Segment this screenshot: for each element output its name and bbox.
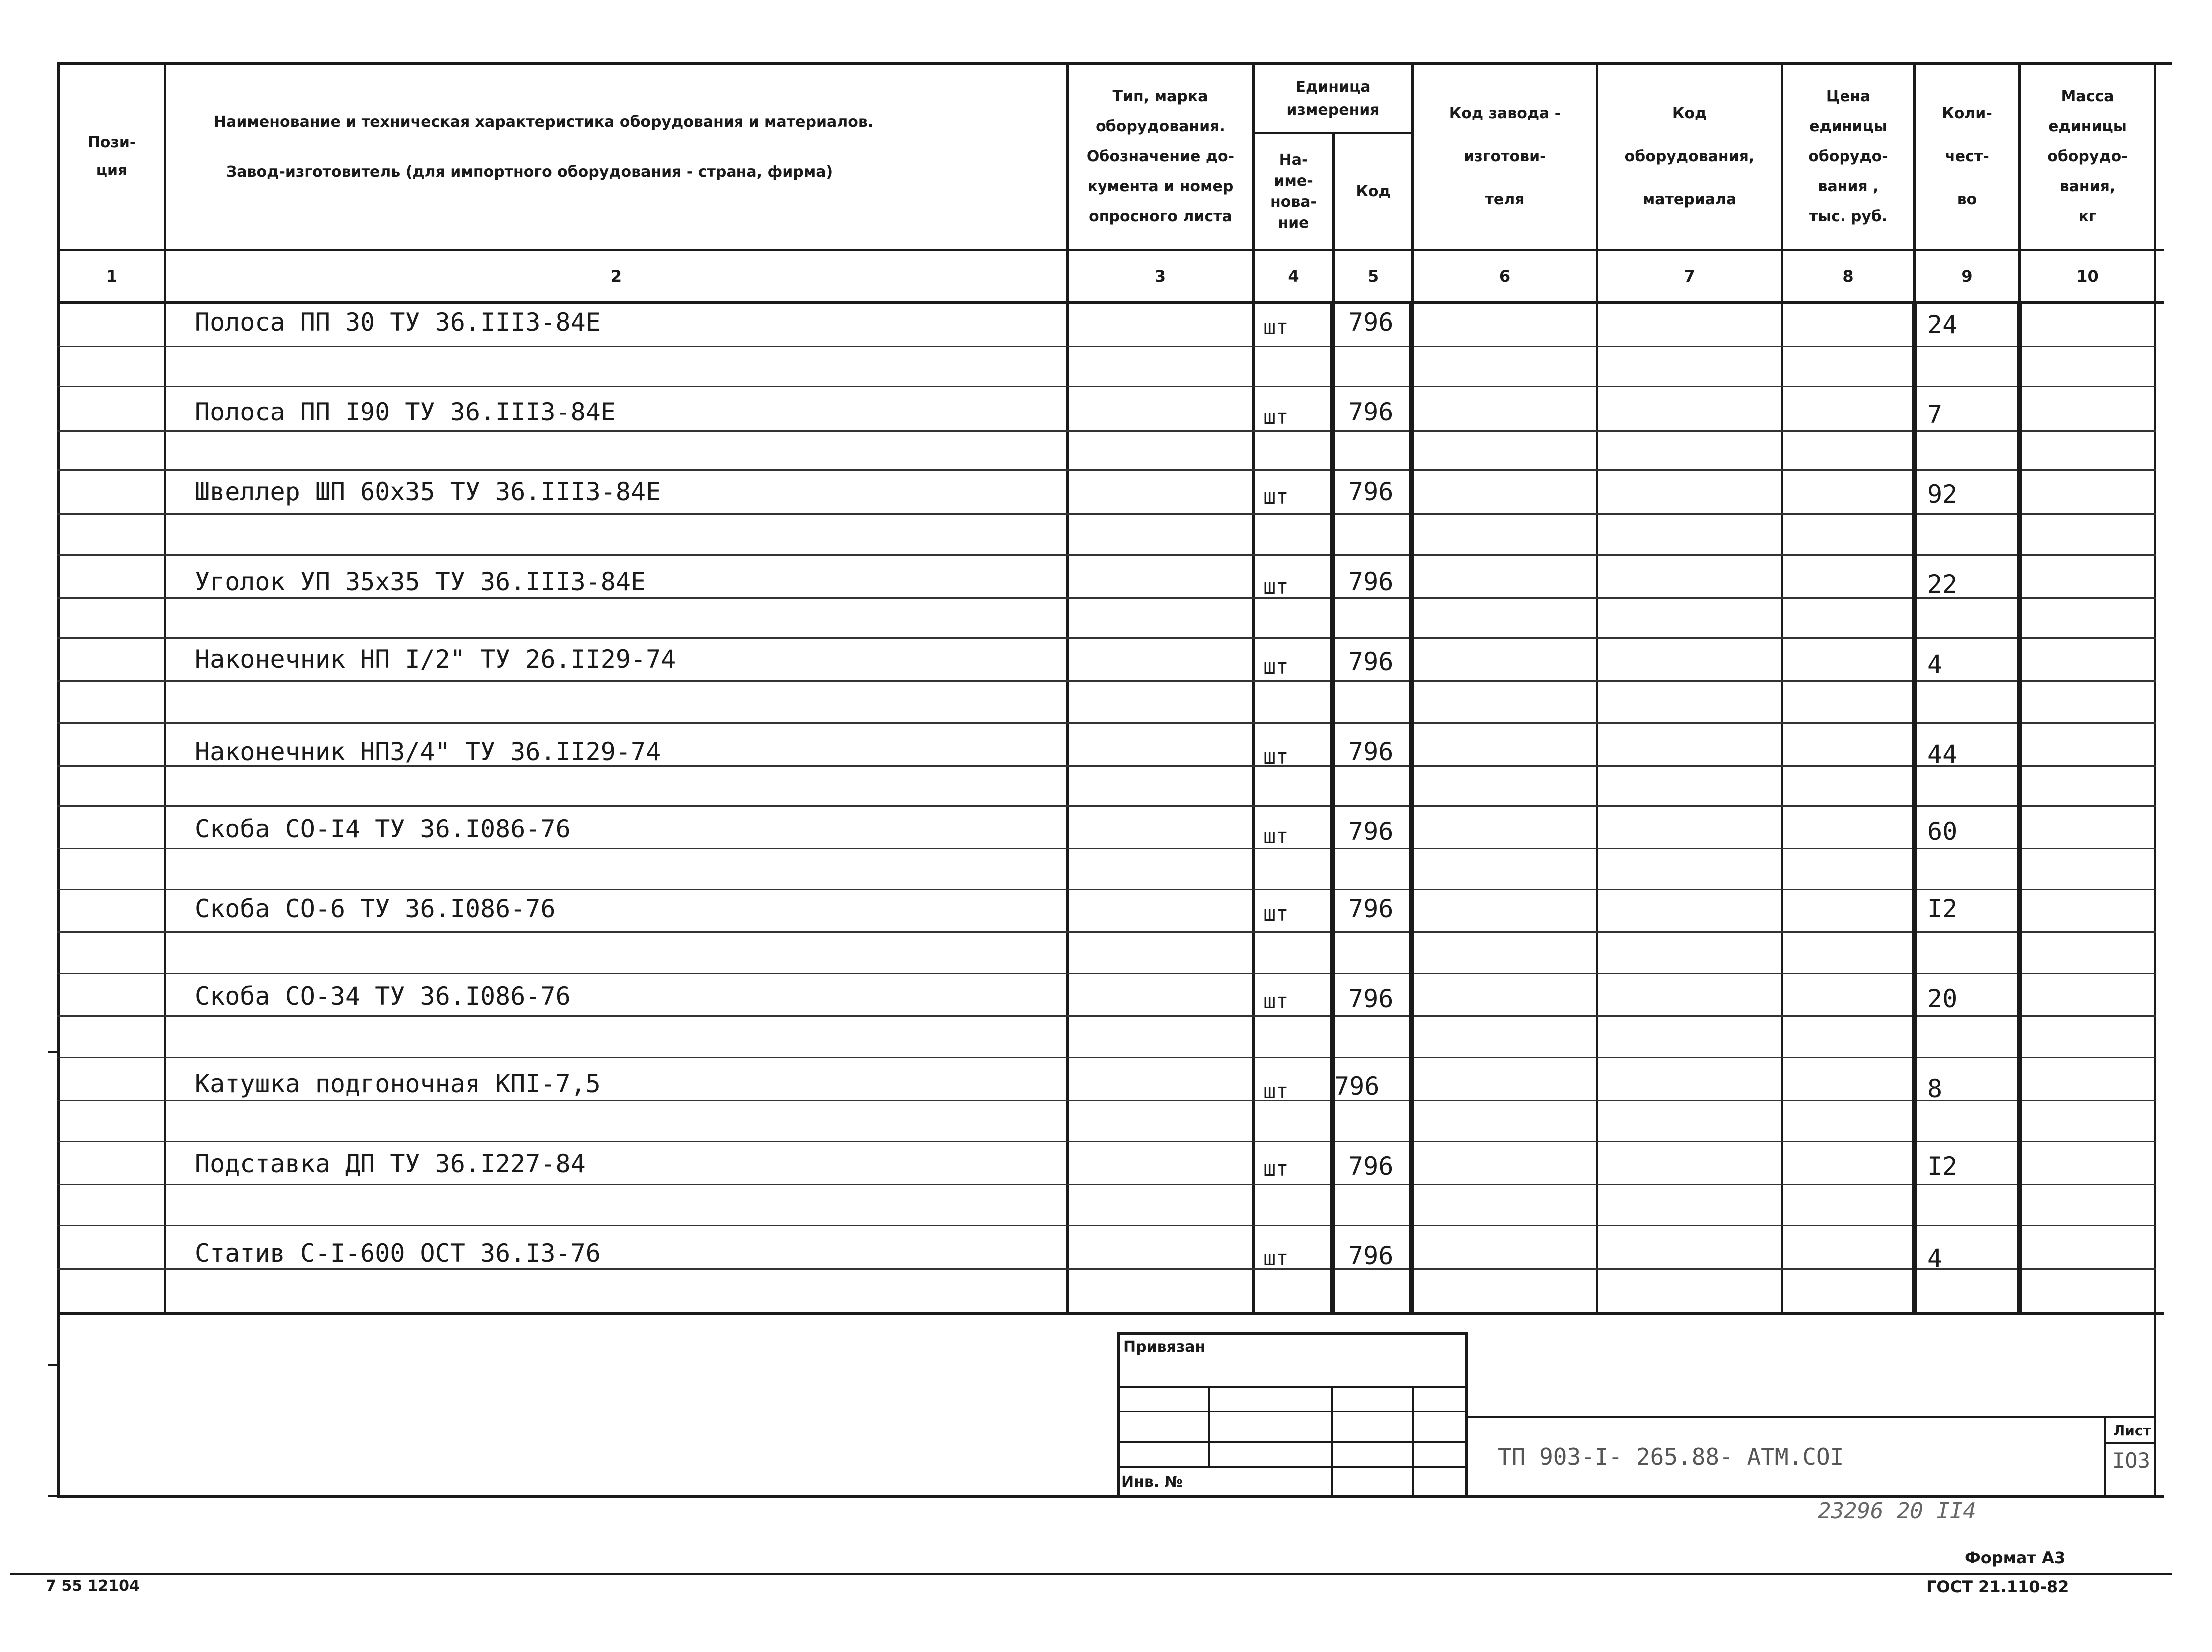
column-number: 9 (1961, 267, 1973, 286)
item-name: Уголок УП 35х35 ТУ 36.III3-84Е (195, 567, 646, 596)
header-name-line2: Завод-изготовитель (для импортного оборудования - страна, фирма) (226, 163, 833, 181)
item-unit: шт (1263, 574, 1289, 599)
column-number: 3 (1154, 267, 1166, 286)
header-position: Пози- ция (87, 134, 136, 179)
gost-label: ГОСТ 21.110-82 (1926, 1577, 2069, 1596)
col9-heavy-left (1912, 301, 1917, 1315)
item-quantity: I2 (1927, 1152, 1958, 1181)
item-code: 796 (1348, 894, 1394, 923)
header-price: Цена единицы оборудо- вания , тыс. руб. (1808, 88, 1888, 225)
item-quantity: 92 (1927, 480, 1958, 509)
row-line (57, 805, 2156, 807)
row-line (57, 513, 2156, 515)
item-quantity: 8 (1927, 1074, 1943, 1103)
item-quantity: 22 (1927, 570, 1958, 599)
item-unit: шт (1263, 484, 1289, 509)
item-unit: шт (1263, 901, 1289, 926)
row-line (57, 554, 2156, 556)
item-code: 796 (1334, 1072, 1380, 1101)
row-line (57, 889, 2156, 890)
item-name: Наконечник НП3/4" ТУ 36.II29-74 (195, 737, 661, 766)
sheet-label: Лист (2113, 1422, 2151, 1439)
item-quantity: 24 (1927, 310, 1958, 339)
stamp-line (1331, 1386, 1333, 1496)
header-unit-group: Единица измерения (1286, 78, 1380, 119)
stamp-line (1465, 1332, 1468, 1497)
item-quantity: 4 (1927, 1244, 1943, 1273)
item-unit: шт (1263, 315, 1289, 339)
item-name: Наконечник НП I/2" ТУ 26.II29-74 (195, 645, 676, 674)
frame-right-line (2154, 62, 2156, 1498)
header-unit-code: Код (1356, 182, 1391, 200)
row-line (57, 430, 2156, 432)
col6-heavy-left (1409, 301, 1414, 1315)
stamp-line (1117, 1466, 1467, 1468)
item-name: Полоса ПП 30 ТУ 36.III3-84Е (195, 308, 601, 337)
item-code: 796 (1348, 984, 1394, 1013)
item-code: 796 (1348, 567, 1394, 596)
stamp-inv-label: Инв. № (1121, 1473, 1183, 1491)
frame-bottom-line (57, 1495, 2164, 1498)
item-unit: шт (1263, 744, 1289, 769)
item-code: 796 (1348, 737, 1394, 766)
row-line (57, 848, 2156, 849)
item-code: 796 (1348, 817, 1394, 846)
item-quantity: 7 (1927, 400, 1943, 429)
item-quantity: 44 (1927, 740, 1958, 769)
col5-heavy-left (1330, 301, 1335, 1315)
item-name: Скоба СО-34 ТУ 36.I086-76 (195, 982, 571, 1011)
row-line (57, 346, 2156, 347)
handwritten-number: 23296 20 II4 (1818, 1498, 1976, 1524)
header-mass: Масса единицы оборудо- вания, кг (2047, 88, 2128, 225)
item-unit: шт (1263, 654, 1289, 679)
col-sep-7 (1781, 62, 1783, 1315)
stamp-line (2104, 1442, 2156, 1444)
item-unit: шт (1263, 1079, 1289, 1103)
item-quantity: I2 (1927, 894, 1958, 923)
stamp-bound-label: Привязан (1123, 1338, 1206, 1356)
column-number: 7 (1684, 267, 1695, 286)
stamp-line (2104, 1416, 2106, 1496)
row-line (57, 597, 2156, 599)
stamp-line (1117, 1386, 1467, 1388)
item-unit: шт (1263, 405, 1289, 429)
item-code: 796 (1348, 647, 1394, 676)
col9-heavy-right (2017, 301, 2022, 1315)
header-factory-code: Код завода - изготови- теля (1449, 105, 1561, 208)
item-code: 796 (1348, 398, 1394, 426)
column-number: 4 (1288, 267, 1299, 286)
item-name: Подставка ДП ТУ 36.I227-84 (195, 1149, 586, 1178)
column-number: 6 (1499, 267, 1511, 286)
col-sep-6 (1596, 62, 1598, 1315)
header-type: Тип, марка оборудования. Обозначение до- кумента и номер опросного листа (1086, 88, 1235, 225)
item-name: Скоба СО-6 ТУ 36.I086-76 (195, 894, 556, 923)
item-code: 796 (1348, 1152, 1394, 1181)
column-number: 5 (1367, 267, 1379, 286)
column-number: 8 (1843, 267, 1854, 286)
item-name: Катушка подгоночная КПI-7,5 (195, 1069, 601, 1098)
table-bottom-line (57, 1312, 2164, 1315)
margin-tick (48, 1364, 58, 1366)
footer-line (10, 1573, 2172, 1575)
row-line (57, 680, 2156, 682)
row-line (57, 722, 2156, 724)
row-line (57, 1100, 2156, 1101)
margin-tick (48, 1495, 58, 1497)
row-line (57, 1184, 2156, 1185)
header-unit-name: На- име- нова- ние (1270, 151, 1317, 232)
item-quantity: 20 (1927, 984, 1958, 1013)
item-unit: шт (1263, 824, 1289, 848)
item-unit: шт (1263, 1156, 1289, 1181)
stamp-line (1412, 1386, 1414, 1496)
column-number: 10 (2076, 267, 2099, 286)
stamp-line (1117, 1441, 1467, 1443)
item-unit: шт (1263, 1246, 1289, 1270)
document-designation: ТП 903-I- 265.88- АТМ.СОI (1498, 1443, 1844, 1470)
row-line (57, 1268, 2156, 1270)
row-line (57, 386, 2156, 387)
item-code: 796 (1348, 308, 1394, 337)
margin-tick (48, 1051, 58, 1053)
row-line (57, 637, 2156, 639)
stamp-line (1117, 1411, 1467, 1412)
col-sep-3 (1252, 62, 1255, 1315)
stamp-line (1117, 1332, 1467, 1335)
stamp-line (1117, 1332, 1120, 1497)
row-line (57, 1015, 2156, 1017)
header-quantity: Коли- чест- во (1942, 105, 1992, 208)
item-name: Скоба СО-I4 ТУ 36.I086-76 (195, 815, 571, 843)
item-code: 796 (1348, 477, 1394, 506)
item-quantity: 4 (1927, 650, 1943, 679)
row-line (57, 973, 2156, 974)
row-line (57, 469, 2156, 471)
item-name: Швеллер ШП 60х35 ТУ 36.III3-84Е (195, 477, 661, 506)
column-number: 2 (610, 267, 622, 286)
stamp-line (1465, 1416, 2156, 1418)
stamp-line (1208, 1386, 1210, 1466)
row-line (57, 931, 2156, 933)
item-unit: шт (1263, 989, 1289, 1013)
item-code: 796 (1348, 1241, 1394, 1270)
col-sep-1 (164, 62, 166, 1315)
format-label: Формат А3 (1965, 1548, 2066, 1567)
item-name: Статив С-I-600 ОСТ 36.I3-76 (195, 1239, 601, 1268)
header-name-line1: Наименование и техническая характеристика оборудования и материалов. (214, 113, 874, 131)
row-line (57, 1225, 2156, 1226)
item-quantity: 60 (1927, 817, 1958, 846)
col-sep-2 (1066, 62, 1069, 1315)
column-number: 1 (106, 267, 118, 286)
item-name: Полоса ПП I90 ТУ 36.III3-84Е (195, 398, 616, 426)
row-line (57, 1141, 2156, 1142)
row-line (57, 1057, 2156, 1058)
left-code-label: 7 55 12104 (46, 1577, 140, 1595)
sheet-number: IОЗ (2112, 1448, 2150, 1473)
header-equipment-code: Код оборудования, материала (1624, 105, 1755, 208)
numbers-bottom-line (57, 301, 2164, 304)
